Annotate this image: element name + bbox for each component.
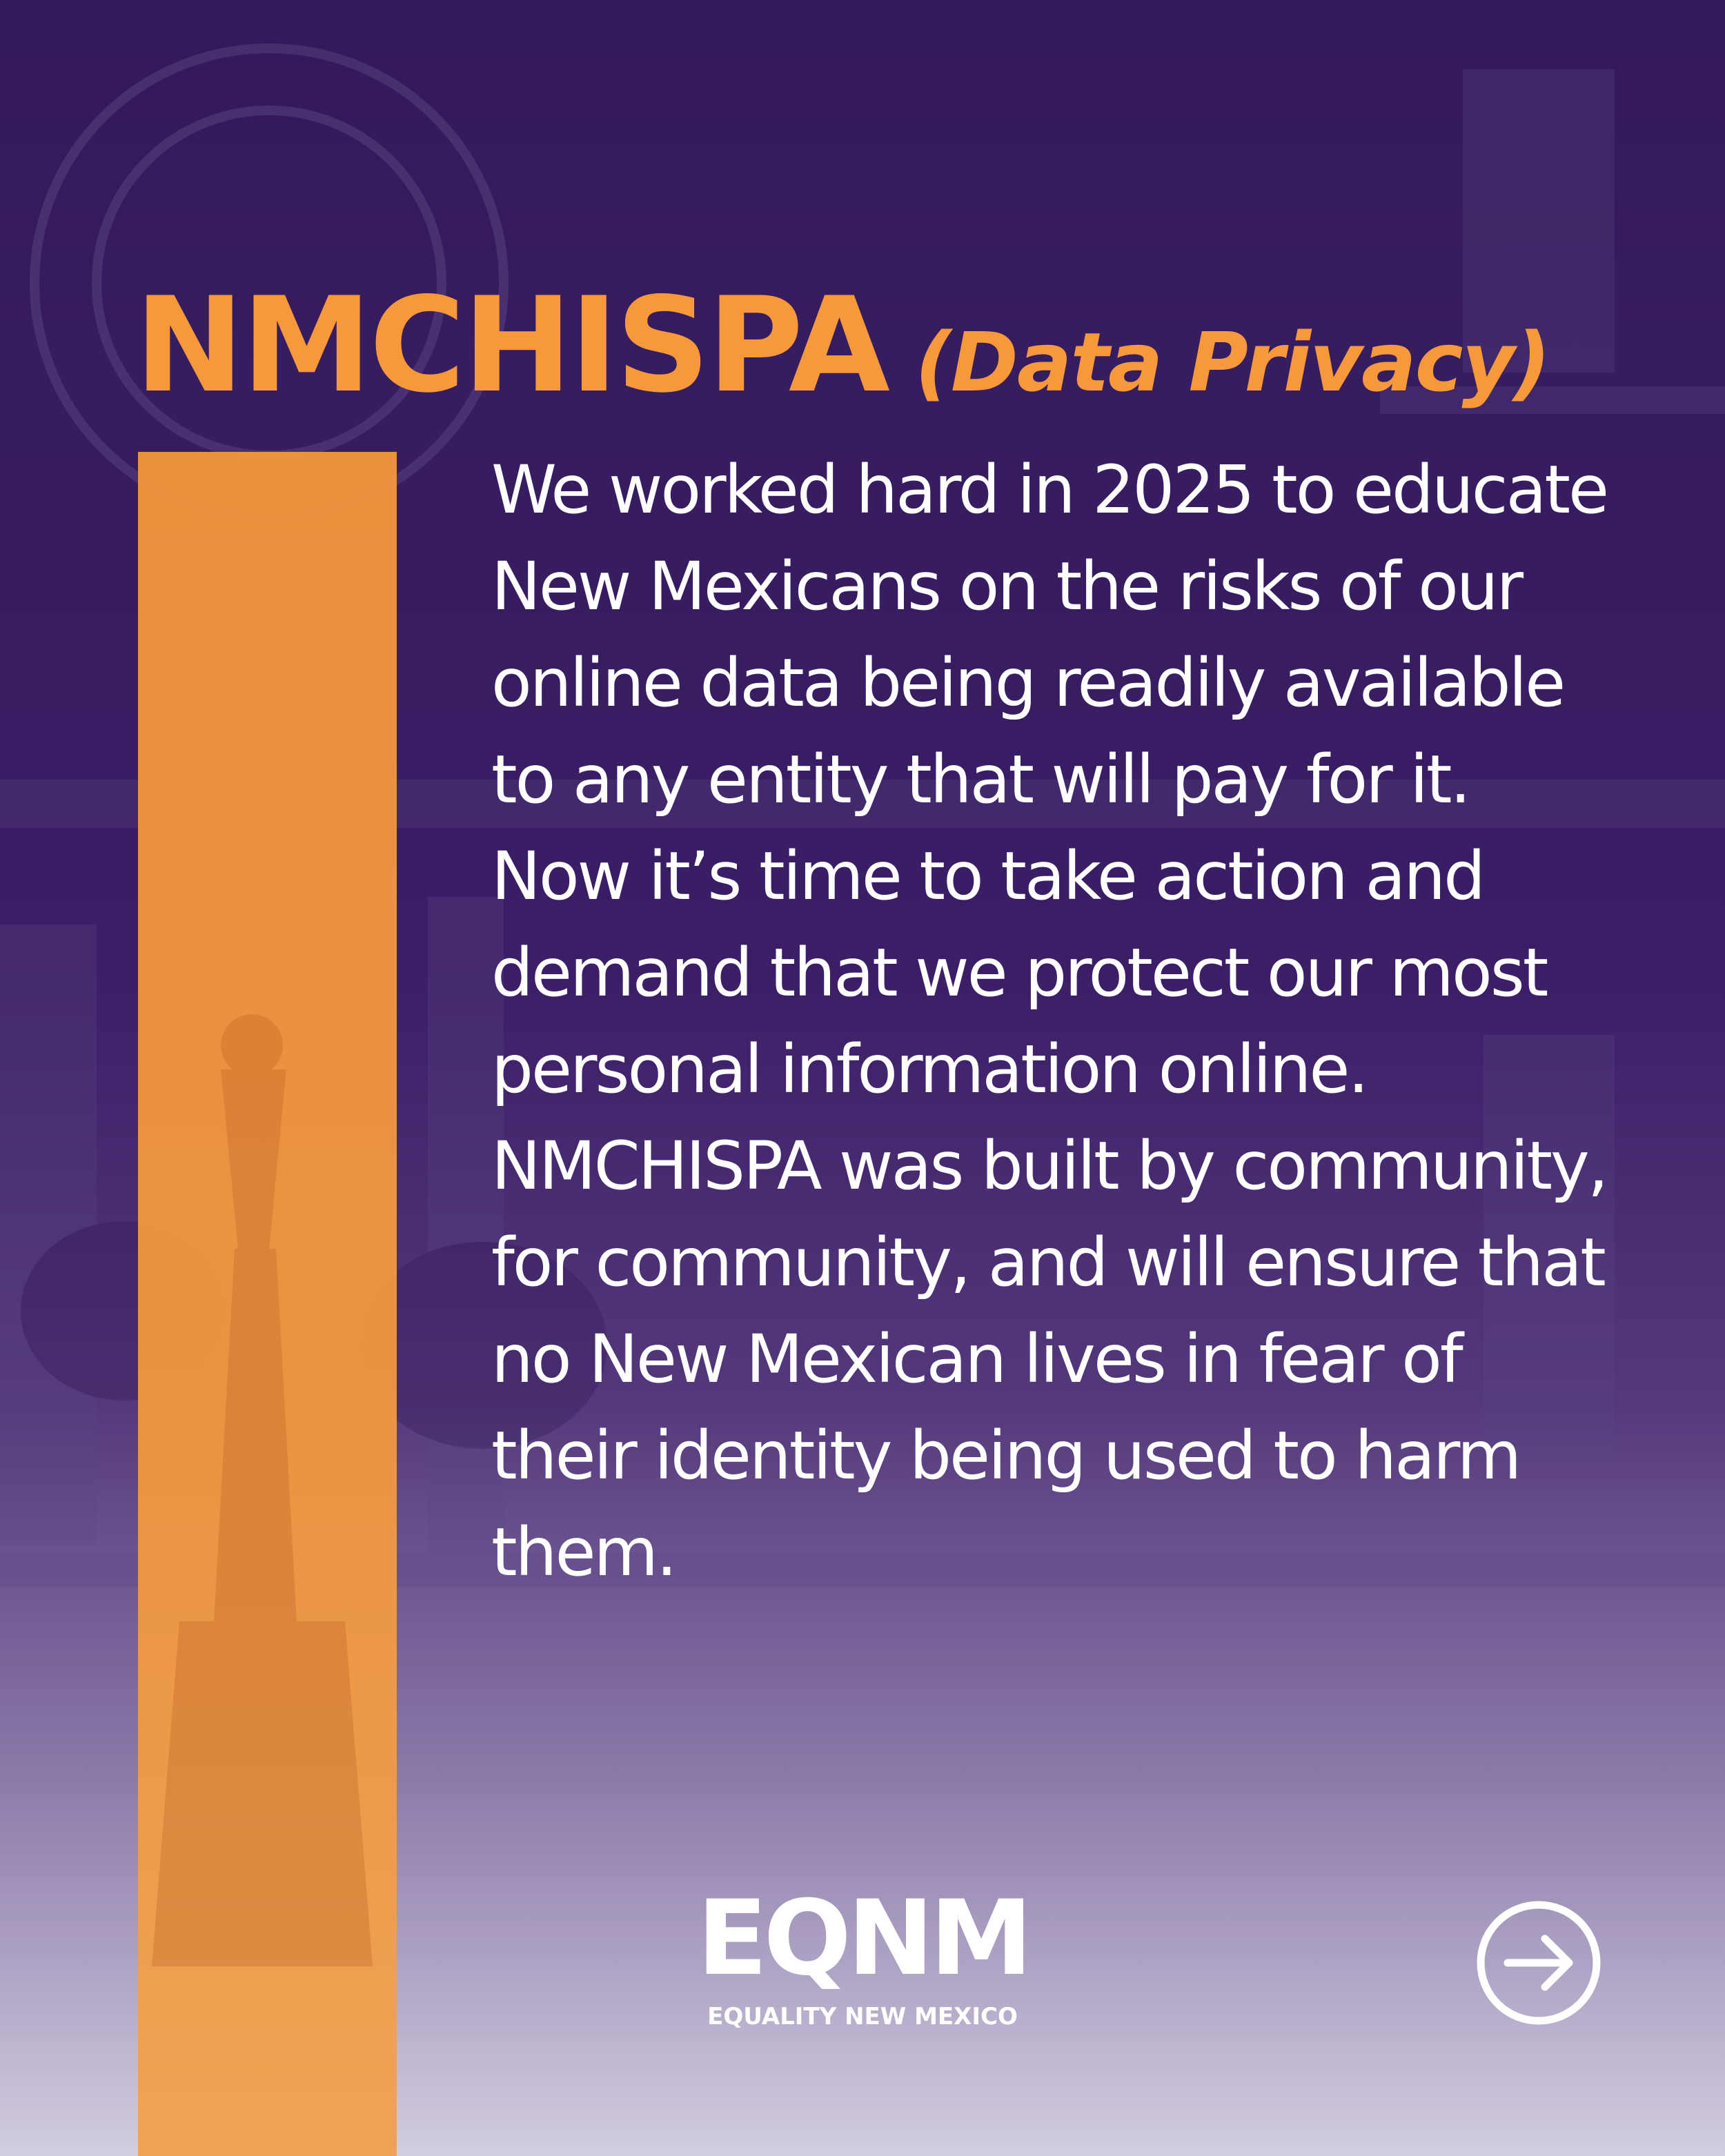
page-subtitle: (Data Privacy)	[914, 315, 1550, 410]
arrow-right-circle-icon	[1473, 1897, 1604, 2028]
page-title: NMCHISPA	[135, 269, 887, 422]
logo-tagline: EQUALITY NEW MEXICO	[707, 2003, 1018, 2030]
body-paragraph: We worked hard in 2025 to educate New Mexicans on the risks of our online data being readily available to any entity that will pay for it. Now it’s time to take action and demand that we protect our most personal information online. NMCHISPA was built by community, for community, and will ensure that no New Mexican lives in fear of their identity being used to harm them.	[491, 451, 1608, 1591]
logo-wordmark: EQNM	[697, 1879, 1029, 1999]
eqnm-logo	[697, 1879, 1029, 2030]
headline	[135, 269, 1618, 422]
next-slide-button[interactable]	[1473, 1897, 1604, 2028]
statue-silhouette	[138, 862, 397, 1966]
